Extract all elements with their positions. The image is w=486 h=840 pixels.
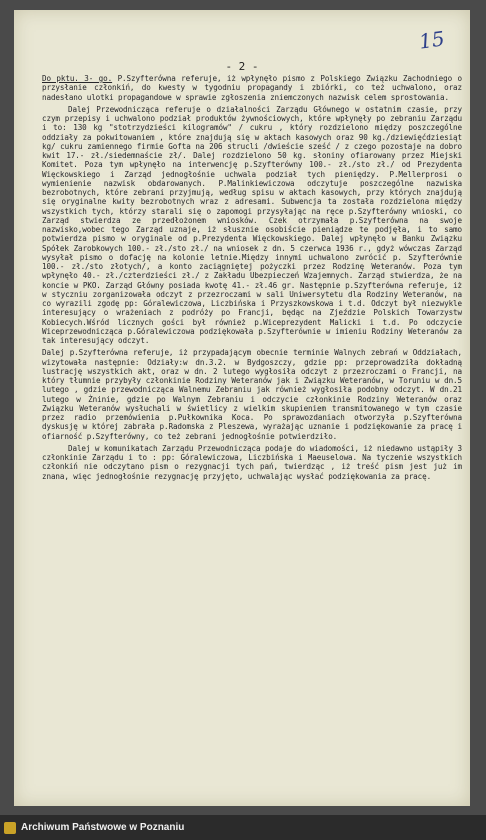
handwritten-page-number: 15 (417, 26, 446, 54)
paragraph-4: Dalej w komunikatach Zarządu Przewodnicząca podaje do wiadomości, iż niedawno ustąpiły 3 członkinie Zarządu i to : pp: Góralewiczowa, Liczbińska i Maeuselowa. Na tyczenie wszystkich członkiń nie odczytano pism o rezygnacji tych pań, twierdząc , iż treść pism jest już im znana, więc jednogłośnie rezygnację przyjęto, uchwalając wysłać podziękowania za pracę. (42, 443, 462, 481)
document-page (14, 10, 470, 806)
paragraph-1-text: P.Szyfterówna referuje, iż wpłynęło pismo z Polskiego Związku Zachodniego o przysłanie członkiń, do kwesty w tygodniu propagandy i zbiórki, co też uchwalono, oraz nadesłano ulotki propagandowe w sprawie zgłoszenia zniemczonych nazwisk celem sprostowania. (42, 74, 462, 102)
paragraph-3: Dalej p.Szyfterówna referuje, iż przypadającym obecnie terminie Walnych zebrań w Oddziałach, wizytowała następnie: Odziały:w dn.3.2. w Bydgoszczy, gdzie pp: przeprowadziła dokładną lustrację wszystkich akt, oraz w dn. 2 lutego wygłosiła odczyt z przezroczami o Francji, na który tłumnie przybyły członkinie Rodziny Weteranów jak i Związku Weteranów, w Toruniu w dn.5 lutego , gdzie przewodnicząca Walnemu Zebraniu jak również wygłosiła podobny odczyt. W dn.21 lutego w Żninie, gdzie po Walnym Zebraniu i odczycie członkinie Rodziny Weteranów oraz Związku Weteranów wysłuchali w świetlicy z wielkim skupieniem transmitowanego w tym czasie przez radio przemówienia p.Pułkownika Koca. Po sprawozdaniach otworzyła p.Szyfterówna dyskusję w której zabrała p.Radomska z Pleszewa, wyrażając uznanie i podziękowanie za pracę i ofiarność p.Szyfterówny, co też zebrani jednogłośnie potwierdziło. (42, 348, 462, 441)
archive-logo-icon (4, 822, 16, 834)
paragraph-2: Dalej Przewodnicząca referuje o działalności Zarządu Głównego w ostatnim czasie, przy czym przepisy i uchwalono podział produktów żywnościowych, które wpłynęły po zebraniu Zarządu i to: 130 kg "stotrzydzieści kilogramów" / cukru , który rozdzielono między poszczególne oddziały za pokwitowaniem , które znajdują się w aktach kasowych oraz 90 kg./dziewięćdziesiąt kg/ cukru zamiennego firmie Gofta na 206 strucli /dwieście sześć / z czego pozostaje na dobro kwit 17.- zł./siedemnaście zł/. Dalej rozdzielono 50 kg. słoniny ofiarowany przez Miejski Komitet. Poza tym wpłynęło na interwencję p.Szyfterówny 100.- zł./sto zł./ od Prezydenta Więckowskiego i Zarząd jednogłośnie uchwala podział tych pieniędzy. P.Mellerprosi o wymienienie nazwisk obdarowanych. P.Malinkiewiczowa odczytuje poszczególne nazwiska bezrobotnych, które zebrani przyjmują, według spisu w aktach kasowych, przy których znajdują się oryginalne kwity bezrobotnych wraz z adresami. Subwencja ta została rozdzielona między wszystkich tych, którzy starali się o zapomogi przysyłając na ręce p.Szyfterówny wnioski, co Zarząd stwierdza ze przedłożonem wniosków. Czek otrzymała p.Szyfterówna na swoje nazwisko,wobec tego Zarząd uznaje, iż słusznie osobiście pieniądze te podjęła, i to samo potwierdza pismo w oryginale od p.Prezydenta Więckowskiego. Dalej wpłynęło w Banku Związku Spółek Zarobkowych 100.- zł./sto zł./ na wniosek z dn. 5 czerwca 1936 r., gdyż wówczas Zarząd wysyłał pismo o dofację na kolonie letnie.Między innymi uchwalono zwrócić p. Szyfterównie 100.- zł./sto złotych/, a konto zaciągniętej pożyczki przez Rodzinę Weteranów. Poza tym wpłynęło 40.- zł./czterdzieści zł./ z Zakładu Ubezpieczeń Wzajemnych. Zarząd stwierdza, że na koncie w PKO. Zarząd Główny posiada kwotę 41.- zł.46 gr. Następnie p.Szyfterówna referuje, iż w styczniu zorganizowała odczyt z przezroczami w sali Uniwersytetu dla Rodziny Weteranów, na co wyrazili zgodę pp: Góralewiczowa, Liczbińska i Przyszkowskowa i t.d. Odczyt był niezwykle interesujący o wrażeniach z podróży po Francji, będąc na Zjeździe Polskich Towarzystw Kobiecych.Wśród licznych gości był również p.Wiceprezydent Malicki i t.d. Po odczycie Wiceprzewodnicząca p.Góralewiczowa podziękowała p.Szyfterównie w imieniu Rodziny Weteranów za tak interesujący odczyt. (42, 104, 462, 345)
archive-name: Archiwum Państwowe w Poznaniu (21, 822, 185, 833)
archive-footer (0, 815, 486, 840)
document-body (42, 74, 462, 484)
page-header: - 2 - (225, 60, 259, 73)
paragraph-1 (42, 74, 462, 102)
agenda-label: Do pktu. 3- go. (42, 74, 113, 83)
